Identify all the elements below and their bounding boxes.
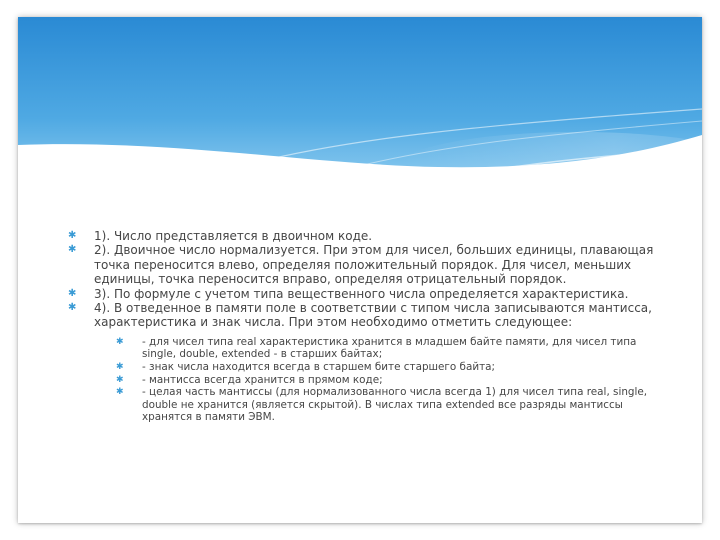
sub-list-item-text: - целая часть мантиссы (для нормализованного числа всегда 1) для чисел типа real, single, double не хранится (является скрытой). В числах типа extended все разряды мантиссы хранятся в памяти ЭВМ. <box>142 386 648 424</box>
asterisk-bullet-icon: ✱ <box>68 230 77 241</box>
list-item-text: 4). В отведенное в памяти поле в соответствии с типом числа записываются мантисса, характеристика и знак числа. При этом необходимо отметить следующее: <box>94 301 652 330</box>
asterisk-bullet-icon: ✱ <box>68 244 77 256</box>
list-item <box>68 229 668 243</box>
list-item <box>68 243 668 286</box>
sub-list-item-text: - для чисел типа real характеристика хранится в младшем байте памяти, для чисел типа single, double, extended - в старших байтах; <box>142 335 637 361</box>
bullet-list <box>68 229 668 424</box>
asterisk-bullet-icon: ✱ <box>68 287 77 299</box>
header-wave-graphic <box>18 17 702 202</box>
asterisk-bullet-icon: ✱ <box>68 302 77 314</box>
slide-frame <box>18 17 702 523</box>
list-item-text: 2). Двоичное число нормализуется. При этом для чисел, больших единицы, плавающая точка переносится влево, определяя положительный порядок. Для чисел, меньших единицы, точка переносится вправо, определяя отрицательный порядок. <box>94 243 654 287</box>
sub-list-item-text: - мантисса всегда хранится в прямом коде; <box>142 373 383 386</box>
sub-list-item <box>116 374 668 387</box>
asterisk-bullet-icon: ✱ <box>116 374 124 385</box>
sub-list-item <box>116 386 668 424</box>
list-item-text: 1). Число представляется в двоичном коде. <box>94 229 373 243</box>
content-area <box>68 229 668 424</box>
asterisk-bullet-icon: ✱ <box>116 387 124 398</box>
sub-list-item <box>116 361 668 374</box>
header-band <box>18 17 702 202</box>
asterisk-bullet-icon: ✱ <box>116 362 124 373</box>
asterisk-bullet-icon: ✱ <box>116 336 124 347</box>
list-item <box>68 301 668 424</box>
list-item <box>68 287 668 301</box>
list-item-text: 3). По формуле с учетом типа вещественного числа определяется характеристика. <box>94 286 629 301</box>
sub-bullet-list <box>116 336 668 424</box>
sub-list-item <box>116 336 668 361</box>
sub-list-item-text: - знак числа находится всегда в старшем бите старшего байта; <box>142 361 496 374</box>
